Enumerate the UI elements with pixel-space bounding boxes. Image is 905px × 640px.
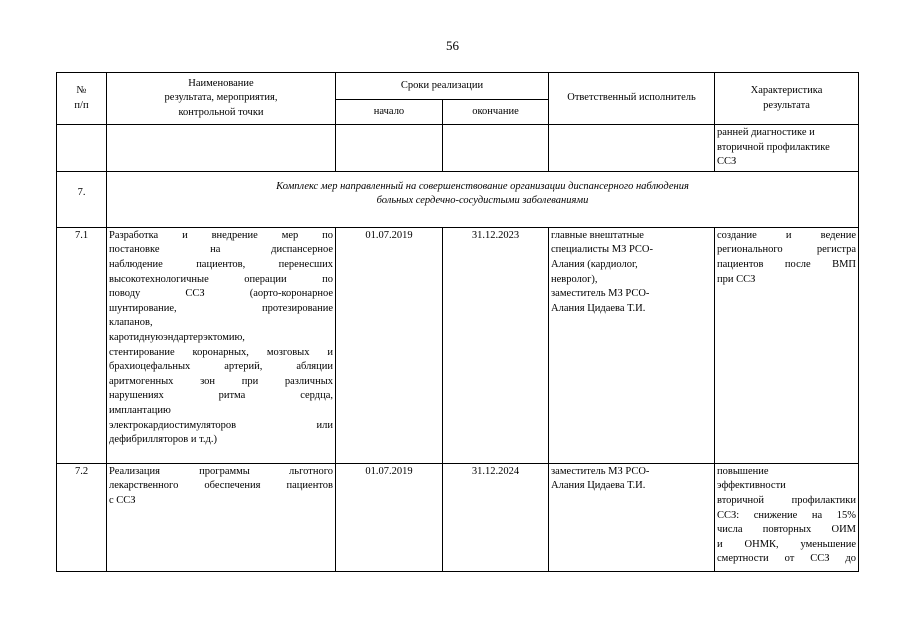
row-responsible-line: заместитель МЗ РСО- [551,465,650,477]
row-result-line: создание и ведение [717,229,857,241]
header-name-line3: контрольной точки [178,106,264,118]
row-result [715,227,859,463]
row-name-line: имплантацию [109,404,171,416]
row-name-line: наблюдение пациентов, перенесших [109,258,333,270]
row-responsible-line: Алания Цидаева Т.И. [551,480,646,492]
table-row [57,463,859,571]
row-responsible-line: главные внештатные [551,229,644,241]
row-number: 7.2 [57,463,107,571]
row-name-line: электрокардиостимуляторов или [109,419,333,431]
row-result-line: повышение [717,465,769,477]
header-result-line1: Характеристика [750,84,823,96]
section-title-line2: больных сердечно-сосудистыми заболеваниями [376,195,589,207]
row-number: 7.1 [57,227,107,463]
row-name [107,463,336,571]
row-responsible-line: заместитель МЗ РСО- [551,288,650,300]
row-responsible [549,227,715,463]
row-name-line: аритмогенных зон при различных [109,375,333,387]
section-title [107,171,859,227]
continuation-result-line: вторичной профилактике [717,141,830,153]
row-name-line: с ССЗ [109,494,136,506]
section-number: 7. [57,171,107,227]
row-responsible-line: специалисты МЗ РСО- [551,244,654,256]
row-result-line: при ССЗ [717,273,756,285]
continuation-result [715,125,859,172]
row-result-line: эффективности [717,480,786,492]
row-result-line: ССЗ: снижение на 15% [717,509,857,521]
header-responsible: Ответственный исполнитель [549,73,715,125]
header-name-line1: Наименование [188,77,254,89]
continuation-result-line: ССЗ [717,156,737,168]
page-number: 56 [446,38,459,53]
header-number [57,73,107,125]
row-result-line: вторичной профилактики [717,494,857,506]
row-result-line: и ОНМК, уменьшение [717,538,857,550]
section-row [57,171,859,227]
row-name-line: стентирование коронарных, мозговых и [109,346,333,358]
header-result-line2: результата [763,99,810,111]
row-name-line: шунтирование, протезирование [109,302,333,314]
header-start: начало [336,100,443,125]
row-responsible-line: Алания Цидаева Т.И. [551,302,646,314]
row-responsible [549,463,715,571]
row-name-line: Реализация программы льготного [109,465,333,477]
section-title-line1: Комплекс мер направленный на совершенствование организации диспансерного наблюдения [276,180,689,192]
row-name-line: каротиднуюэндартерэктомию, [109,331,245,343]
row-name-line: поводу ССЗ (аорто-коронарное [109,288,333,300]
header-name-line2: результата, мероприятия, [164,92,278,104]
header-result [715,73,859,125]
row-name-line: Разработка и внедрение мер по [109,229,333,241]
row-name-line: постановке на диспансерное [109,244,333,256]
row-result-line: пациентов после ВМП [717,258,857,270]
table-header-row [57,73,859,100]
row-name-line: лекарственного обеспечения пациентов [109,480,333,492]
row-result-line: регионального регистра [717,244,857,256]
table-row [57,227,859,463]
row-responsible-line: Алания (кардиолог, [551,258,638,270]
row-end-date: 31.12.2023 [443,227,549,463]
header-end: окончание [443,100,549,125]
row-name-line: нарушениях ритма сердца, [109,390,333,402]
row-result [715,463,859,571]
row-name-line: высокотехнологичные операции по [109,273,333,285]
row-name-line: дефибрилляторов и т.д.) [109,434,217,446]
header-dates: Сроки реализации [336,73,549,100]
header-name [107,73,336,125]
continuation-row [57,125,859,172]
row-start-date: 01.07.2019 [336,227,443,463]
row-end-date: 31.12.2024 [443,463,549,571]
header-number-line1: № [76,84,87,96]
continuation-result-line: ранней диагностике и [717,127,815,138]
row-name [107,227,336,463]
header-number-line2: п/п [74,99,89,111]
row-result-line: смертности от ССЗ до [717,553,857,565]
row-responsible-line: невролог), [551,273,598,285]
row-name-line: брахиоцефальных артерий, абляции [109,361,333,373]
row-name-line: клапанов, [109,317,153,329]
row-start-date: 01.07.2019 [336,463,443,571]
implementation-plan-table [56,72,859,572]
row-result-line: числа повторных ОИМ [717,524,857,536]
